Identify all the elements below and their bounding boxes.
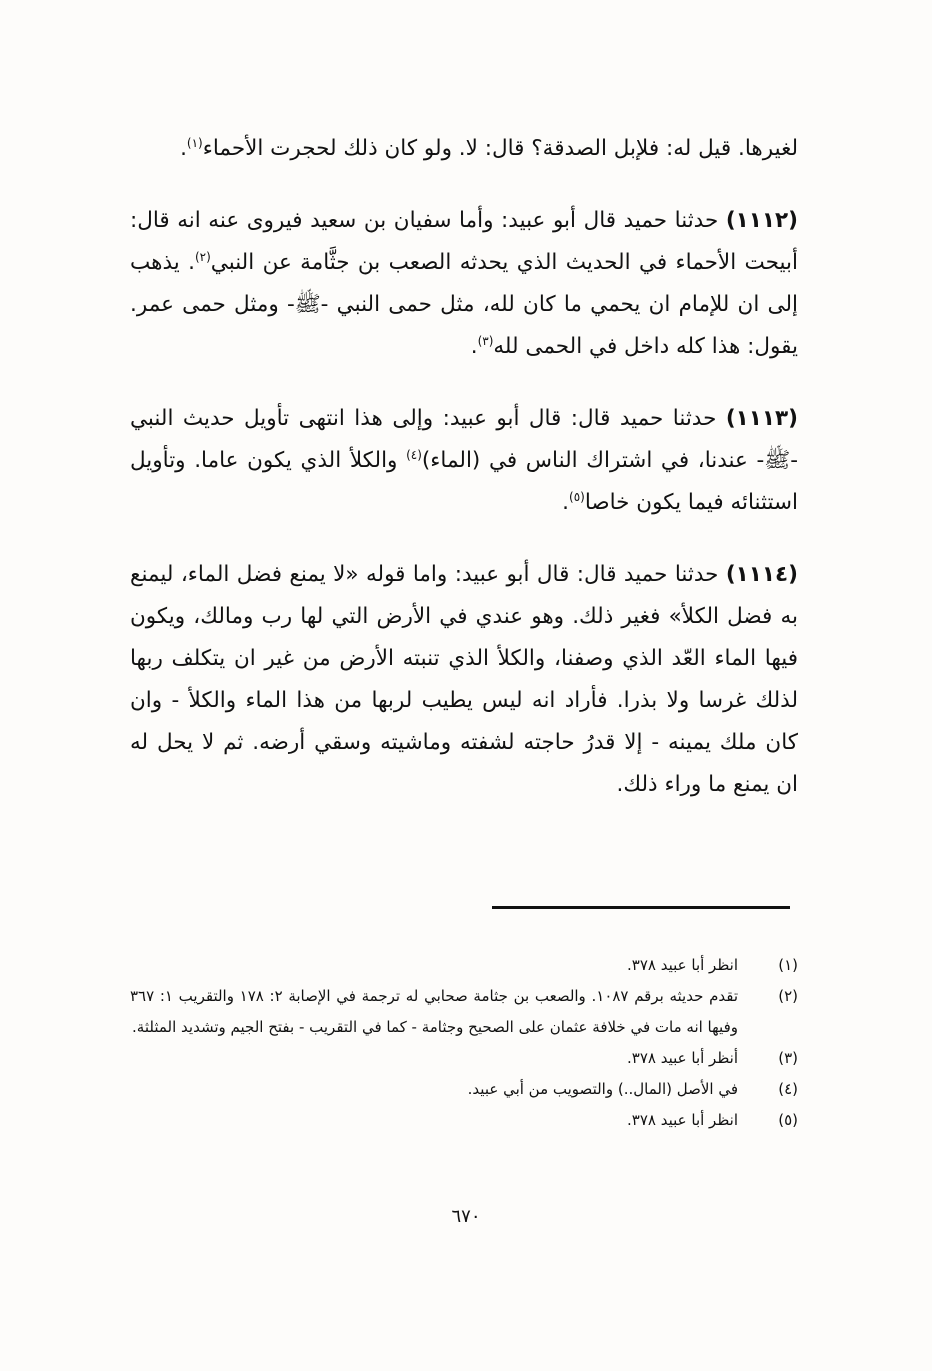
paragraph-continuation [130,128,798,170]
footnote-text: تقدم حديثه برقم ١٠٨٧. والصعب بن جثامة صحابي له ترجمة في الإصابة ٢: ١٧٨ والتقريب ١: ٣٦٧ وفيها انه مات في خلافة عثمان على الصحيح وجثامة - كما في التقريب - بفتح الجيم وتشديد المثلثة. [130,987,738,1036]
paragraph-tail: . [180,136,187,161]
footnote-ref: (٢) [194,249,211,264]
footnote-item [130,950,798,981]
paragraph-1114 [130,554,798,806]
paragraph-tail: . [562,490,569,515]
footnote-ref: (٣) [477,333,494,348]
footnote-divider [492,906,790,909]
footnote-text: في الأصل (المال..) والتصويب من أبي عبيد. [467,1080,738,1098]
footnote-item [130,1074,798,1105]
footnote-ref: (١) [186,135,203,150]
footnote-text: أنظر أبا عبيد ٣٧٨. [627,1049,738,1067]
footnotes [130,950,798,1136]
footnote-item [130,1105,798,1136]
paragraph-tail: . [470,334,478,359]
footnote-text: انظر أبا عبيد ٣٧٨. [627,1111,738,1129]
footnote-number: (٥) [778,1111,798,1129]
footnote-ref: (٤) [406,447,422,462]
paragraph-text: حدثنا حميد قال: قال أبو عبيد: واما قوله «لا يمنع فضل الماء، ليمنع به فضل الكلأ» فغير ذلك. وهو عندي في الأرض التي لها رب ومالك، ويكون فيها الماء العّد الذي وصفنا، والكلأ الذي تنبته الأرض من غير ان يتكلف ربها لذلك غرسا ولا بذرا. فأراد انه ليس يطيب لربها من هذا الماء والكلأ - وان كان ملك يمينه - إلا قدرُ حاجته لشفته وماشيته وسقي أرضه. ثم لا يحل له ان يمنع ما وراء ذلك. [130,562,798,797]
paragraph-1112 [130,200,798,368]
footnote-number: (٤) [778,1080,798,1098]
paragraph-text-2: . يذهب إلى ان للإمام ان يحمي ما كان لله، مثل حمى النبي -ﷺ- ومثل حمى عمر. يقول: هذا كله داخل في الحمى لله [130,250,798,359]
footnote-number: (٣) [778,1049,798,1067]
main-text [130,128,798,836]
hadith-number: (١١١٤) [725,562,798,587]
paragraph-text: حدثنا حميد قال: قال أبو عبيد: وإلى هذا انتهى تأويل حديث النبي -ﷺ- عندنا، في اشتراك الناس في (الماء) [130,406,798,473]
paragraph-text-2: والكلأ الذي يكون عاما. وتأويل استثنائه فيما يكون خاصا [130,448,798,515]
hadith-number: (١١١٣) [725,406,798,431]
paragraph-text: لغيرها. قيل له: فلإبل الصدقة؟ قال: لا. ولو كان ذلك لحجرت الأحماء [202,136,798,161]
paragraph-1113 [130,398,798,524]
footnote-text: انظر أبا عبيد ٣٧٨. [627,956,738,974]
page-number: ٦٧٠ [451,1206,481,1227]
footnote-number: (١) [778,956,798,974]
footnote-number: (٢) [778,987,798,1005]
hadith-number: (١١١٢) [725,208,798,233]
footnote-item [130,981,798,1043]
footnote-ref: (٥) [569,489,585,504]
footnote-item [130,1043,798,1074]
paragraph-text: حدثنا حميد قال أبو عبيد: وأما سفيان بن سعيد فيروى عنه انه قال: أبيحت الأحماء في الحديث الذي يحدثه الصعب بن جثَّامة عن النبي [130,208,798,275]
